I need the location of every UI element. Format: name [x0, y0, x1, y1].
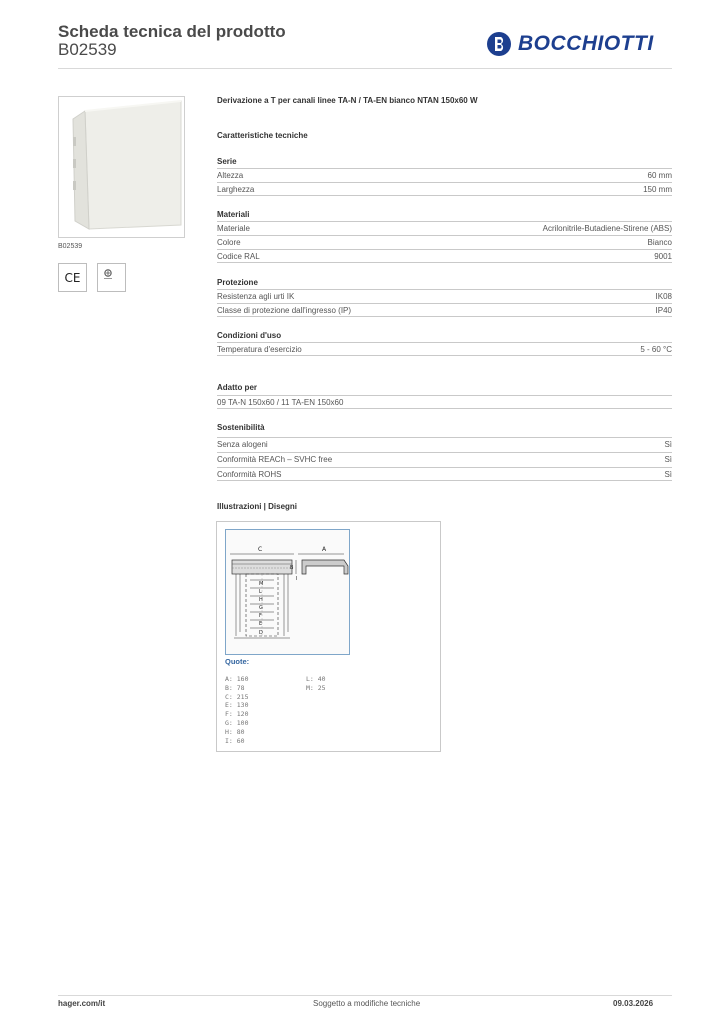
spec-row [217, 182, 672, 196]
spec-value: 150 mm [643, 184, 672, 194]
section-heading-condizioni: Condizioni d'uso [217, 331, 282, 340]
quote-item: B: 78 [225, 683, 245, 692]
product-photo-caption: B02539 [58, 243, 83, 250]
dim-label: D [259, 630, 263, 636]
technical-drawing-icon [226, 530, 349, 654]
imq-mark-icon [98, 264, 125, 291]
header-divider [58, 68, 672, 69]
spec-label: Resistenza agli urti IK [217, 292, 295, 301]
quote-item: E: 130 [225, 701, 249, 710]
brand-logo-icon [486, 31, 512, 57]
spec-row [217, 289, 672, 303]
spec-row [217, 168, 672, 182]
spec-value: IK08 [655, 292, 672, 301]
brand-name: BOCCHIOTTI [518, 32, 654, 55]
dim-label: A [322, 546, 327, 553]
section-heading-sostenibilita: Sostenibilità [217, 423, 265, 432]
svg-text:CE: CE [64, 271, 81, 285]
dim-label: F [259, 613, 262, 619]
product-code: B02539 [58, 40, 117, 59]
section-heading-illustrazioni: Illustrazioni | Disegni [217, 502, 298, 511]
dim-label: E [259, 621, 263, 627]
product-illustration-icon [59, 97, 184, 237]
spec-value: Sì [664, 469, 672, 479]
quote-item: M: 25 [306, 683, 326, 692]
spec-row [217, 395, 672, 409]
spec-label: Classe di protezione dall'ingresso (IP) [217, 305, 352, 315]
quote-list-right [306, 675, 326, 693]
quote-title: Quote: [225, 657, 250, 666]
product-photo [58, 96, 185, 238]
quote-item: I: 60 [225, 736, 245, 745]
spec-row [217, 437, 672, 451]
footer-divider [58, 995, 672, 996]
quote-item: A: 160 [225, 675, 249, 683]
spec-value: Sì [664, 440, 672, 449]
spec-row [217, 235, 672, 249]
spec-value: Sì [664, 455, 672, 464]
brand-logo [486, 30, 654, 58]
dim-label: L [259, 589, 262, 595]
spec-label: Codice RAL [217, 251, 260, 261]
technical-drawing [225, 529, 350, 655]
spec-row [217, 303, 672, 317]
spec-label: Conformità ROHS [217, 469, 282, 479]
section-heading-serie: Serie [217, 157, 237, 166]
footer-website-link[interactable]: hager.com/it [58, 999, 106, 1008]
section-heading-adatto: Adatto per [217, 383, 257, 392]
spec-value: Bianco [647, 238, 672, 247]
quote-item: L: 40 [306, 675, 326, 683]
footer-date: 09.03.2026 [613, 999, 654, 1008]
quote-item: G: 100 [225, 718, 249, 727]
spec-row [217, 342, 672, 356]
spec-value: IP40 [655, 305, 672, 315]
page-title: Scheda tecnica del prodotto [58, 22, 286, 41]
section-heading-materiali: Materiali [217, 210, 250, 219]
spec-label: Materiale [217, 224, 250, 233]
footer-disclaimer: Soggetto a modifiche tecniche [313, 999, 421, 1008]
dim-label: H [259, 597, 263, 603]
imq-mark [97, 263, 126, 292]
spec-row [217, 467, 672, 481]
spec-value: Acrilonitrile-Butadiene-Stirene (ABS) [542, 224, 672, 233]
spec-value: 60 mm [647, 171, 672, 180]
ce-mark [58, 263, 87, 292]
product-title: Derivazione a T per canali linee TA-N / TA-EN bianco NTAN 150x60 W [217, 96, 478, 105]
spec-label: Temperatura d'esercizio [217, 344, 302, 354]
spec-value: 9001 [654, 251, 672, 261]
quote-item: C: 215 [225, 692, 249, 701]
dim-label: M [259, 581, 264, 587]
spec-label: 09 TA-N 150x60 / 11 TA-EN 150x60 [217, 397, 344, 407]
dim-label: B [290, 565, 294, 571]
spec-value: 5 - 60 °C [640, 344, 672, 354]
spec-label: Senza alogeni [217, 440, 268, 449]
spec-label: Colore [217, 238, 241, 247]
spec-label: Altezza [217, 171, 244, 180]
quote-item: H: 80 [225, 727, 245, 736]
spec-row [217, 249, 672, 263]
spec-label: Conformità REACh – SVHC free [217, 455, 333, 464]
dim-label: G [259, 605, 263, 611]
quote-list-left [225, 675, 248, 745]
dim-label: I [296, 576, 298, 582]
tech-heading: Caratteristiche tecniche [217, 131, 308, 140]
dim-label: C [258, 546, 263, 553]
quote-item: F: 120 [225, 710, 249, 719]
spec-row [217, 452, 672, 466]
ce-mark-icon [59, 264, 86, 291]
spec-row [217, 221, 672, 235]
section-heading-protezione: Protezione [217, 278, 258, 287]
spec-label: Larghezza [217, 184, 255, 194]
